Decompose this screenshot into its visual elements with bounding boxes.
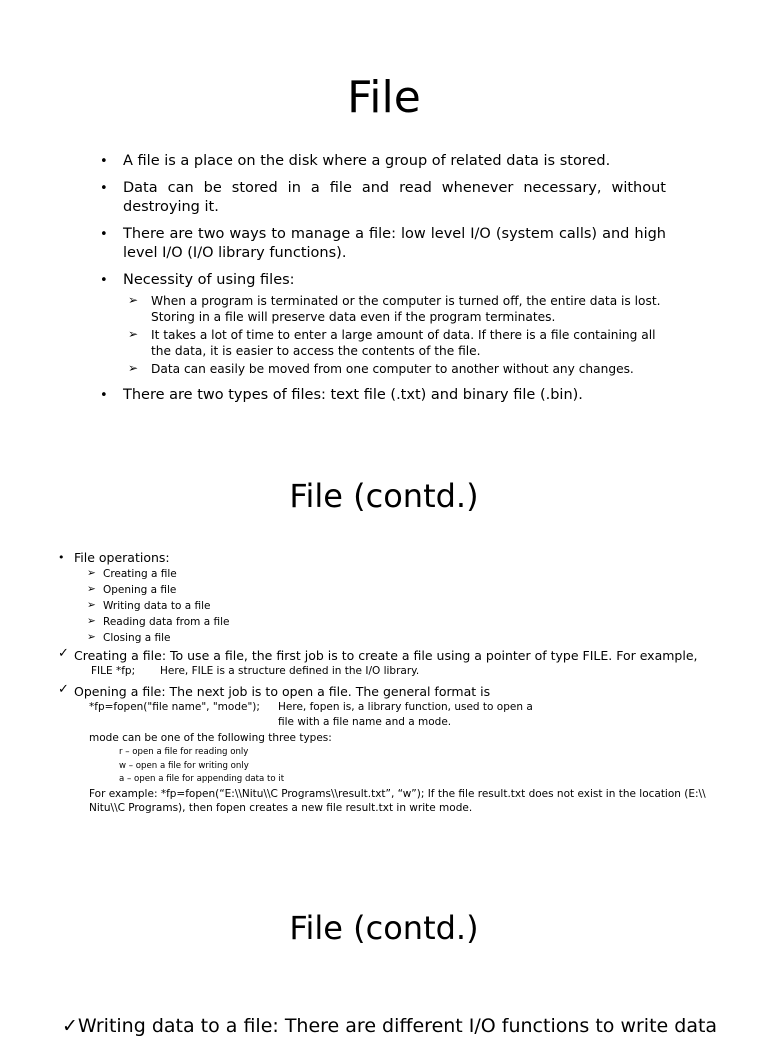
operation-text: Writing data to a file: [103, 600, 211, 612]
bullet-icon: •: [100, 273, 108, 288]
arrow-bullet-icon: ➢: [87, 567, 96, 579]
arrow-bullet-icon: ➢: [128, 327, 139, 341]
opening-row-2: [89, 715, 718, 731]
slide-2-body: [58, 550, 718, 816]
sub-bullet-text: When a program is terminated or the computer is turned off, the entire data is lost. Storing in a file will preserve data even if the program terminates.: [151, 294, 661, 324]
operation-item: [87, 598, 718, 614]
mode-list: [119, 746, 718, 787]
operation-item: [87, 630, 718, 646]
slide-3: [0, 880, 768, 1037]
check-icon: ✓: [58, 681, 69, 697]
operation-text: Opening a file: [103, 584, 177, 596]
sub-bullet-text: Data can easily be moved from one computer to another without any changes.: [151, 362, 634, 376]
slide-1: [0, 0, 768, 430]
check-item-creating: [58, 648, 718, 664]
operation-text: Closing a file: [103, 632, 171, 644]
bullet-text: Data can be stored in a file and read whenever necessary, without destroying it.: [123, 180, 666, 215]
bullet-icon: •: [100, 227, 108, 242]
check-item-opening: [58, 681, 718, 700]
opening-details: [89, 700, 718, 747]
example-line-1: For example: *fp=fopen(“E:\\Nitu\\C Programs\\result.txt”, “w”); If the file result.txt does not exist in the location (E:\\: [89, 787, 706, 800]
opening-note-line-2: file with a file name and a mode.: [278, 716, 452, 728]
arrow-bullet-icon: ➢: [128, 293, 139, 307]
mode-item: w – open a file for writing only: [119, 760, 249, 771]
opening-text: Opening a file: The next job is to open a file. The general format is: [74, 683, 491, 699]
operation-item: [87, 614, 718, 630]
slide-3-title: File (contd.): [289, 909, 479, 947]
bullet-icon: •: [100, 387, 108, 403]
sub-bullet-item: [128, 328, 666, 359]
creating-code: FILE *fp;: [91, 665, 136, 677]
bullet-text: There are two ways to manage a file: low level I/O (system calls) and high level I/O (I/O library functions).: [123, 226, 666, 261]
operation-item: [87, 566, 718, 582]
arrow-bullet-icon: ➢: [87, 615, 96, 627]
operations-label: File operations:: [74, 550, 170, 565]
sub-bullet-text: It takes a lot of time to enter a large amount of data. If there is a file containing all the data, it is easier to access the contents of the file.: [151, 328, 656, 358]
fopen-example: [89, 787, 718, 816]
opening-row-1: [89, 700, 718, 716]
mode-item: a – open a file for appending data to it: [119, 774, 285, 784]
writing-text: Writing data to a file: There are different I/O functions to write data: [77, 1015, 718, 1037]
operation-text: Creating a file: [103, 568, 177, 580]
bullet-item: [100, 179, 666, 217]
sub-bullet-list: [100, 294, 666, 378]
bullet-icon: •: [58, 551, 65, 564]
bullet-icon: •: [100, 154, 108, 169]
bullet-item: [100, 152, 666, 171]
bullet-item: [100, 386, 666, 405]
slide-1-body: [100, 152, 666, 413]
arrow-bullet-icon: ➢: [87, 631, 96, 643]
sub-bullet-item: [128, 294, 666, 325]
opening-note-line-1: Here, fopen is, a library function, used to open a: [278, 700, 533, 713]
mode-intro: mode can be one of the following three types:: [89, 731, 332, 744]
slide-1-title: File: [347, 72, 421, 123]
bullet-icon: •: [100, 181, 108, 196]
operation-item: [87, 582, 718, 598]
bullet-item: [100, 271, 666, 290]
bullet-text: Necessity of using files:: [123, 272, 295, 288]
operation-text: Reading data from a file: [103, 616, 230, 628]
bullet-text: A file is a place on the disk where a group of related data is stored.: [123, 153, 611, 169]
check-icon: ✓: [58, 646, 69, 661]
mode-intro-row: [89, 731, 718, 747]
creating-text: Creating a file: To use a file, the first job is to create a file using a pointer of type FILE. For example,: [74, 648, 698, 663]
bullet-item: [58, 550, 718, 566]
slide-2-title: File (contd.): [289, 477, 479, 515]
bullet-text: There are two types of files: text file (.txt) and binary file (.bin).: [123, 386, 583, 403]
slide-2: [0, 440, 768, 860]
creating-example: [91, 664, 718, 680]
creating-row: [91, 664, 718, 680]
creating-note: Here, FILE is a structure defined in the I/O library.: [160, 665, 420, 677]
arrow-bullet-icon: ➢: [87, 583, 96, 595]
check-icon: ✓: [62, 1015, 78, 1037]
arrow-bullet-icon: ➢: [87, 599, 96, 611]
arrow-bullet-icon: ➢: [128, 361, 139, 375]
opening-code: *fp=fopen("file name", "mode");: [89, 700, 260, 713]
slide-3-first-line: [62, 1014, 717, 1038]
example-line-2: Nitu\\C Programs), then fopen creates a new file result.txt in write mode.: [89, 802, 473, 814]
mode-item: r – open a file for reading only: [119, 747, 249, 757]
bullet-item: [100, 225, 666, 263]
sub-bullet-item: [128, 362, 666, 378]
